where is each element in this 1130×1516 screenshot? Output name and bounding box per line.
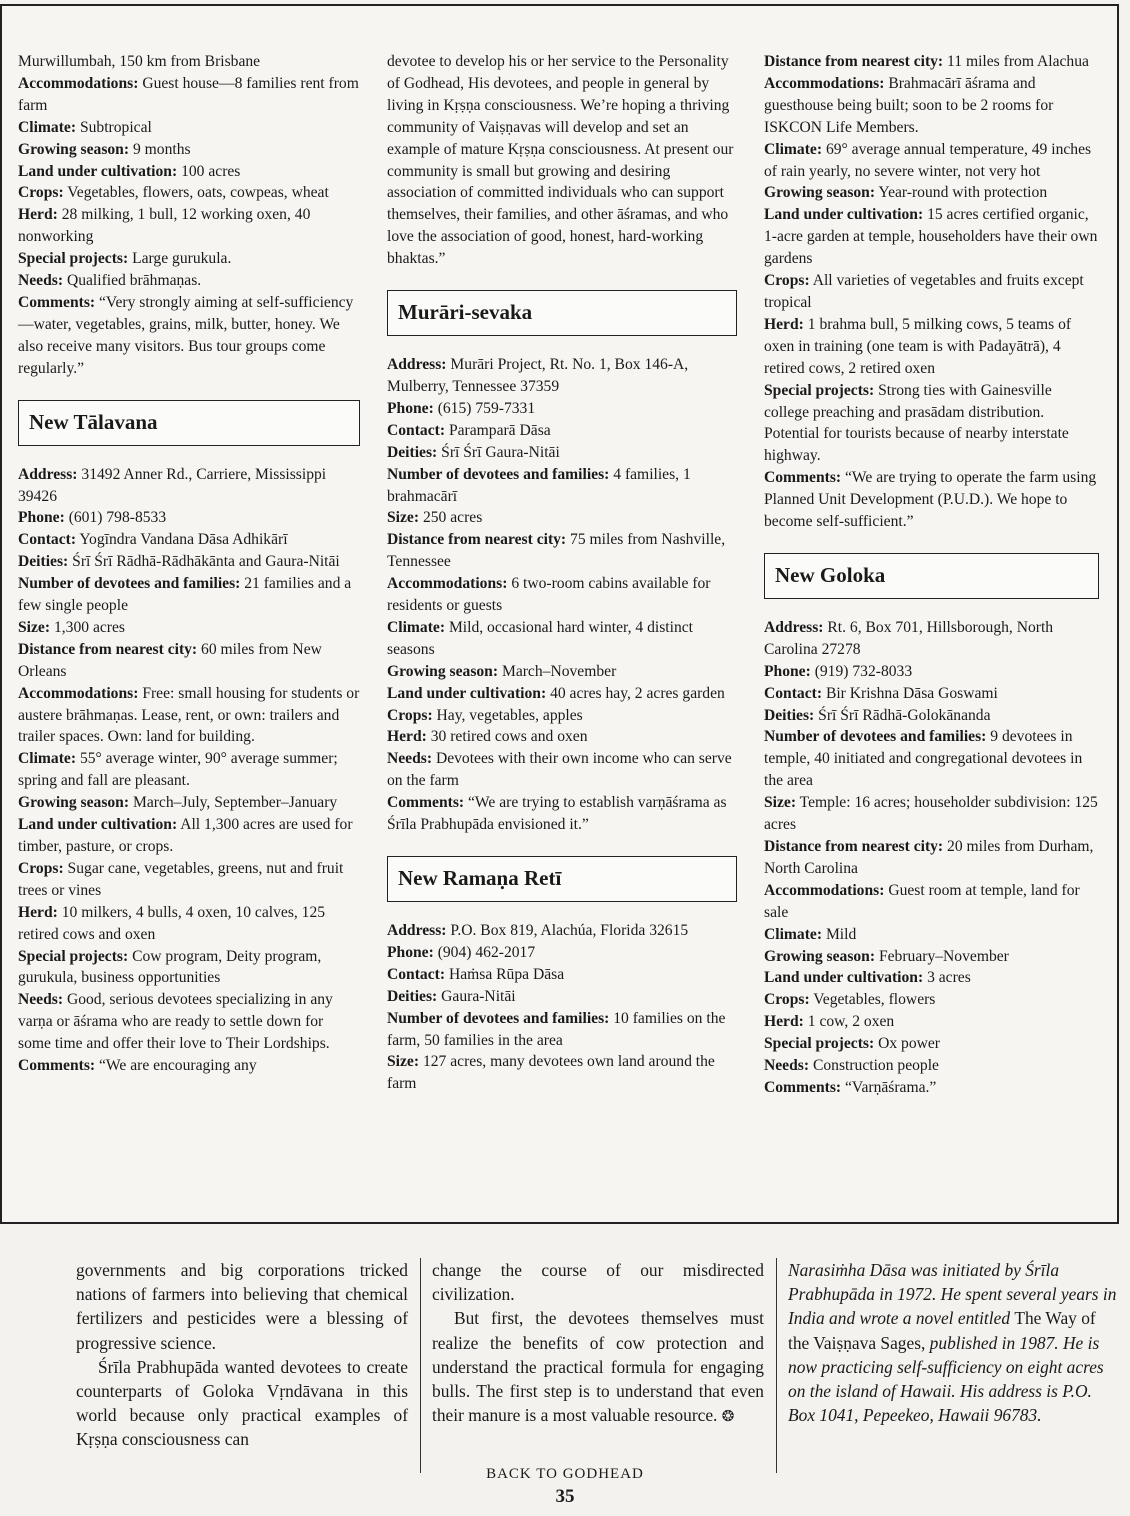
directory-entry [18, 73, 360, 117]
entry-value: 21 families and a few single people [18, 575, 352, 615]
entry-value: 9 months [132, 140, 191, 158]
entry-value: (904) 462-2017 [437, 943, 536, 961]
entry-label: Herd: [764, 315, 804, 333]
entry-value: 30 retired cows and oxen [430, 728, 588, 746]
entry-label: Contact: [387, 965, 446, 983]
directory-entry [18, 1055, 360, 1077]
entry-label: Comments: [764, 1078, 842, 1096]
entry-value: Bir Krishna Dāsa Goswami [825, 684, 998, 702]
entry-value: 100 acres [181, 162, 241, 180]
entry-value: 60 miles from New Orleans [18, 640, 322, 680]
entry-value: Brahmacārī āśrama and guesthouse being built; soon to be 2 rooms for ISKCON Life Members. [764, 74, 1054, 136]
entry-value: 15 acres certified organic, 1-acre garden at temple, householders have their own gardens [764, 206, 1098, 268]
entry-value: 1 cow, 2 oxen [807, 1013, 895, 1031]
entry-value: (615) 759-7331 [437, 399, 536, 417]
entry-value: Large gurukula. [132, 250, 232, 268]
entry-value: Free: small housing for students or austere brāhmaṇas. Lease, rent, or own: trailers and trailer spaces. Own: land for building. [18, 684, 360, 746]
end-mark-icon: ❂ [721, 1409, 735, 1426]
entry-label: Accommodations: [764, 74, 885, 92]
entry-label: Contact: [764, 684, 823, 702]
entry-value: Cow program, Deity program, gurukula, business opportunities [18, 947, 322, 987]
directory-entry [387, 507, 737, 529]
entry-value: Devotees with their own income who can serve on the farm [387, 750, 732, 790]
entry-label: Phone: [764, 662, 811, 680]
column-divider [420, 1258, 421, 1473]
entry-label: Phone: [387, 399, 434, 417]
entry-label: Climate: [764, 925, 823, 943]
entry-value: Vegetables, flowers [813, 991, 936, 1009]
entry-value: Haṁsa Rūpa Dāsa [448, 965, 565, 983]
entry-value: 69° average annual temperature, 49 inches of rain yearly, no severe winter, not very hot [764, 140, 1092, 180]
entry-label: Land under cultivation: [764, 206, 924, 224]
entry-value: Murwillumbah, 150 km from Brisbane [18, 53, 261, 70]
directory-entry [387, 1008, 737, 1052]
entry-label: Number of devotees and families: [387, 465, 610, 483]
directory-entry [387, 398, 737, 420]
entry-label: Address: [764, 618, 824, 636]
entry-label: Herd: [18, 206, 58, 224]
entry-label: Size: [764, 794, 797, 812]
entry-label: Accommodations: [18, 684, 139, 702]
directory-entry [764, 683, 1099, 705]
entry-value: March–November [501, 662, 617, 680]
entry-value: 127 acres, many devotees own land around the farm [387, 1053, 715, 1093]
directory-entry [764, 1077, 1099, 1099]
directory-entry [764, 880, 1099, 924]
entry-value: P.O. Box 819, Alachúa, Florida 32615 [450, 922, 689, 939]
entry-value: 31492 Anner Rd., Carriere, Mississippi 39426 [18, 465, 327, 505]
directory-entry [18, 946, 360, 990]
entry-label: Needs: [764, 1057, 810, 1075]
entry-label: Accommodations: [18, 74, 139, 92]
entry-value: February–November [878, 947, 1009, 965]
directory-entry [764, 314, 1099, 380]
entry-label: Growing season: [18, 794, 130, 812]
article-paragraph: Śrīla Prabhupāda wanted devotees to create counterparts of Goloka Vṛndāvana in this world because only practical examples of Kṛṣṇa consciousness can [76, 1356, 408, 1450]
bio-text: published in 1987. He is now practicing self-sufficiency on eight acres on the island of Hawaii. His address is P.O. Box 1041, Pepeekeo, Hawaii 96783. [788, 1332, 1104, 1426]
magazine-title: BACK TO GODHEAD [486, 1466, 644, 1482]
directory-entry [387, 748, 737, 792]
directory-entry [18, 748, 360, 792]
entry-value: Hay, vegetables, apples [436, 706, 583, 724]
entry-label: Contact: [18, 531, 77, 549]
entry-label: Land under cultivation: [18, 162, 178, 180]
entry-value: Good, serious devotees specializing in any varṇa or āśrama who are ready to settle down for some time and offer their love to Their Lordships. [18, 991, 333, 1053]
entry-value: Vegetables, flowers, oats, cowpeas, wheat [67, 184, 329, 202]
heading-new-ramana-reti: New Ramaṇa Retī [387, 856, 737, 902]
entry-value: Guest room at temple, land for sale [764, 881, 1080, 921]
directory-entry [764, 51, 1099, 73]
directory-entry [764, 661, 1099, 683]
entry-value: 10 milkers, 4 bulls, 4 oxen, 10 calves, 125 retired cows and oxen [18, 903, 326, 943]
entry-value: Śrī Śrī Rādhā-Golokānanda [818, 706, 991, 724]
entry-label: Herd: [18, 903, 58, 921]
directory-entry [387, 529, 737, 573]
entry-label: Size: [18, 618, 51, 636]
directory-entry [18, 617, 360, 639]
entry-label: Deities: [387, 443, 438, 461]
entry-label: Accommodations: [387, 575, 508, 593]
directory-entry [18, 248, 360, 270]
entry-label: Crops: [387, 706, 433, 724]
entry-value: Qualified brāhmaṇas. [66, 272, 202, 290]
entry-label: Distance from nearest city: [764, 838, 944, 855]
entry-value: Year-round with protection [878, 184, 1048, 202]
entry-value: 40 acres hay, 2 acres garden [550, 684, 725, 702]
entry-label: Distance from nearest city: [18, 640, 198, 658]
entry-label: Crops: [18, 859, 64, 877]
entry-label: Address: [18, 465, 78, 483]
directory-entry [18, 683, 360, 749]
entry-value: Mild, occasional hard winter, 4 distinct seasons [387, 618, 693, 658]
bio-text: Narasiṁha Dāsa was initiated by Śrīla Prabhupāda in 1972. He spent several years in India and wrote a novel entitled [788, 1260, 1117, 1329]
directory-entry [387, 661, 737, 683]
entry-list-murari-sevaka [387, 354, 737, 836]
article-paragraph: change the course of our misdirected civilization. [432, 1260, 764, 1305]
entry-label: Comments: [18, 293, 96, 311]
entry-value: Guest house—8 families rent from farm [18, 74, 359, 114]
heading-new-talavana: New Tālavana [18, 400, 360, 446]
entry-label: Growing season: [387, 662, 499, 680]
entry-label: Number of devotees and families: [387, 1009, 610, 1027]
directory-entry [18, 292, 360, 380]
continued-comment: devotee to develop his or her service to the Personality of Godhead, His devotees, and people in general by living in Kṛṣṇa consciousness. We’re hoping a thriving community of Vaiṣṇavas will develop and set an example of mature Kṛṣṇa consciousness. At present our community is small but growing and desiring association of committed individuals who can support themselves, their families, and other āśramas, and who love the association of good, honest, hard-working bhaktas.” [387, 53, 734, 268]
entry-list-new-ramana-reti [387, 920, 737, 1095]
entry-label: Land under cultivation: [764, 969, 924, 987]
entry-value: 10 families on the farm, 50 families in the area [387, 1009, 726, 1049]
entry-label: Number of devotees and families: [764, 728, 987, 746]
entry-value: 1,300 acres [53, 618, 125, 636]
directory-entry [764, 924, 1099, 946]
entry-value: Śrī Śrī Rādhā-Rādhākānta and Gaura-Nitāi [72, 553, 340, 571]
entry-label: Herd: [387, 728, 427, 746]
heading-murari-sevaka: Murāri-sevaka [387, 290, 737, 336]
directory-entry [764, 967, 1099, 989]
entry-label: Size: [387, 1053, 420, 1071]
entry-label: Climate: [18, 118, 77, 136]
article-column-1 [76, 1258, 408, 1452]
directory-entry [18, 139, 360, 161]
directory-entry [387, 683, 737, 705]
directory-entry [387, 573, 737, 617]
directory-entry [387, 964, 737, 986]
directory-entry [18, 639, 360, 683]
entry-value: “Very strongly aiming at self-sufficiency—water, vegetables, grains, milk, butter, honey. We also receive many visitors. Bus tour groups come regularly.” [18, 293, 354, 377]
entry-value: (919) 732-8033 [814, 662, 913, 680]
entry-value: Rt. 6, Box 701, Hillsborough, North Carolina 27278 [764, 618, 1054, 658]
entry-value: 1 brahma bull, 5 milking cows, 5 teams of oxen in training (one team is with Padayātrā), 4 retired cows, 2 retired oxen [764, 315, 1072, 377]
directory-entry [764, 139, 1099, 183]
directory-entry [18, 204, 360, 248]
entry-label: Accommodations: [764, 881, 885, 899]
entry-label: Needs: [387, 750, 433, 768]
directory-entry [387, 1051, 737, 1095]
entry-label: Special projects: [764, 1035, 875, 1053]
directory-entry [387, 942, 737, 964]
entry-label: Address: [387, 922, 447, 939]
entry-label: Deities: [764, 706, 815, 724]
directory-entry [18, 464, 360, 508]
bio-book-title: The Way of the Vaiṣṇava Sages, [788, 1308, 1096, 1353]
entry-label: Climate: [18, 750, 77, 768]
entry-label: Number of devotees and families: [18, 575, 241, 593]
entry-label: Deities: [387, 987, 438, 1005]
entry-value: All 1,300 acres are used for timber, pasture, or crops. [18, 816, 353, 855]
directory-entry [764, 989, 1099, 1011]
entry-value: “We are encouraging any [99, 1057, 257, 1075]
author-bio [788, 1258, 1118, 1427]
entry-value: 3 acres [927, 969, 971, 987]
entry-value: Murāri Project, Rt. No. 1, Box 146-A, Mulberry, Tennessee 37359 [387, 356, 689, 395]
entry-value: Construction people [812, 1057, 939, 1075]
article-paragraph: governments and big corporations tricked nations of farmers into believing that chemical fertilizers and pesticides were a blessing of progressive science. [76, 1260, 408, 1353]
column-divider [776, 1258, 777, 1473]
entry-value: 4 families, 1 brahmacārī [387, 465, 691, 505]
article-paragraph [432, 1306, 764, 1429]
directory-entry [764, 726, 1099, 792]
entry-label: Land under cultivation: [18, 816, 178, 834]
directory-column-1 [18, 51, 360, 1077]
entry-value: 9 devotees in temple, 40 initiated and congregational devotees in the area [764, 728, 1083, 790]
entry-label: Climate: [387, 618, 446, 636]
entry-list-new-talavana [18, 464, 360, 1077]
directory-entry [764, 792, 1099, 836]
entry-value: Paramparā Dāsa [448, 421, 551, 439]
entry-label: Contact: [387, 421, 446, 439]
directory-entry [764, 204, 1099, 270]
directory-entry [387, 920, 737, 942]
entry-value: 28 milking, 1 bull, 12 working oxen, 40 nonworking [18, 206, 311, 246]
entry-label: Land under cultivation: [387, 684, 547, 702]
entry-label: Special projects: [764, 381, 875, 399]
entry-label: Herd: [764, 1013, 804, 1031]
farm-directory-box [0, 4, 1119, 1224]
article-column-2 [432, 1258, 764, 1429]
directory-entry [764, 705, 1099, 727]
entry-label: Comments: [18, 1057, 96, 1075]
article-text: But first, the devotees themselves must realize the benefits of cow protection and understand the practical formula for engaging bulls. The first step is to understand that even their manure is a most valuable resource. [432, 1308, 764, 1426]
entry-label: Crops: [764, 272, 810, 290]
directory-entry [764, 946, 1099, 968]
directory-entry [764, 380, 1099, 468]
directory-entry [18, 858, 360, 902]
entry-label: Comments: [764, 469, 842, 487]
entry-label: Growing season: [764, 184, 876, 202]
entry-value: “We are trying to operate the farm using Planned Unit Development (P.U.D.). We hope to become self-sufficient.” [764, 469, 1097, 531]
entry-value: “We are trying to establish varṇāśrama as Śrīla Prabhupāda envisioned it.” [387, 794, 727, 834]
entry-label: Special projects: [18, 250, 129, 268]
entry-value: Temple: 16 acres; householder subdivision: 125 acres [764, 794, 1098, 834]
entry-value: 75 miles from Nashville, Tennessee [387, 531, 726, 571]
directory-entry [18, 270, 360, 292]
entry-label: Needs: [18, 272, 64, 290]
directory-entry [18, 792, 360, 814]
entry-value: All varieties of vegetables and fruits except tropical [764, 272, 1084, 311]
entry-label: Crops: [18, 184, 64, 202]
entry-label: Needs: [18, 991, 64, 1009]
entry-label: Phone: [18, 509, 65, 527]
directory-entry [764, 1033, 1099, 1055]
entry-value: 55° average winter, 90° average summer; spring and fall are pleasant. [18, 750, 338, 790]
directory-entry [387, 464, 737, 508]
directory-entry [387, 986, 737, 1008]
directory-entry [18, 814, 360, 858]
entry-list-new-goloka [764, 617, 1099, 1099]
directory-entry [18, 161, 360, 183]
entry-label: Distance from nearest city: [387, 531, 567, 549]
entry-list-continued [764, 51, 1099, 533]
entry-label: Growing season: [18, 140, 130, 158]
directory-entry [387, 354, 737, 398]
entry-value: 20 miles from Durham, North Carolina [764, 838, 1094, 877]
entry-label: Deities: [18, 553, 69, 571]
directory-column-2 [387, 51, 737, 1095]
entry-value: Ox power [878, 1035, 940, 1053]
entry-value: “Varṇāśrama.” [845, 1078, 937, 1096]
directory-entry [764, 182, 1099, 204]
entry-label: Distance from nearest city: [764, 53, 944, 70]
entry-value: 250 acres [422, 509, 483, 527]
entry-value: (601) 798-8533 [68, 509, 167, 527]
entry-label: Phone: [387, 943, 434, 961]
directory-entry [764, 1011, 1099, 1033]
entry-value: Subtropical [79, 118, 152, 136]
entry-label: Crops: [764, 991, 810, 1009]
entry-value: Sugar cane, vegetables, greens, nut and fruit trees or vines [18, 859, 344, 899]
directory-entry [18, 989, 360, 1055]
directory-entry [387, 726, 737, 748]
entry-label: Growing season: [764, 947, 876, 965]
directory-entry [387, 617, 737, 661]
directory-entry [18, 117, 360, 139]
directory-entry [764, 467, 1099, 533]
entry-list-top [18, 51, 360, 380]
directory-entry [387, 792, 737, 836]
page-number: 35 [555, 1486, 575, 1507]
directory-entry [18, 182, 360, 204]
heading-new-goloka: New Goloka [764, 553, 1099, 599]
directory-entry [18, 51, 360, 73]
directory-entry [387, 705, 737, 727]
directory-entry [764, 270, 1099, 314]
directory-entry [387, 420, 737, 442]
entry-value: 11 miles from Alachua [947, 53, 1089, 70]
entry-value: March–July, September–January [132, 794, 338, 812]
directory-entry [387, 442, 737, 464]
entry-value: Mild [825, 925, 857, 943]
entry-label: Special projects: [18, 947, 129, 965]
entry-label: Comments: [387, 794, 465, 812]
entry-value: Gaura-Nitāi [441, 987, 516, 1005]
directory-entry [18, 529, 360, 551]
entry-label: Address: [387, 356, 447, 374]
directory-entry [764, 617, 1099, 661]
entry-value: Yogīndra Vandana Dāsa Adhikārī [79, 531, 288, 549]
directory-entry [764, 836, 1099, 880]
directory-entry [18, 507, 360, 529]
directory-column-3 [764, 51, 1099, 1099]
directory-entry [764, 73, 1099, 139]
directory-entry [18, 902, 360, 946]
directory-entry [764, 1055, 1099, 1077]
directory-entry [18, 573, 360, 617]
entry-label: Size: [387, 509, 420, 527]
entry-value: 6 two-room cabins available for residents or guests [387, 575, 711, 615]
entry-value: Śrī Śrī Gaura-Nitāi [441, 443, 560, 461]
entry-label: Climate: [764, 140, 823, 158]
directory-entry [18, 551, 360, 573]
entry-value: Strong ties with Gainesville college preaching and prasādam distribution. Potential for tourists because of nearby interstate highway. [764, 381, 1069, 465]
